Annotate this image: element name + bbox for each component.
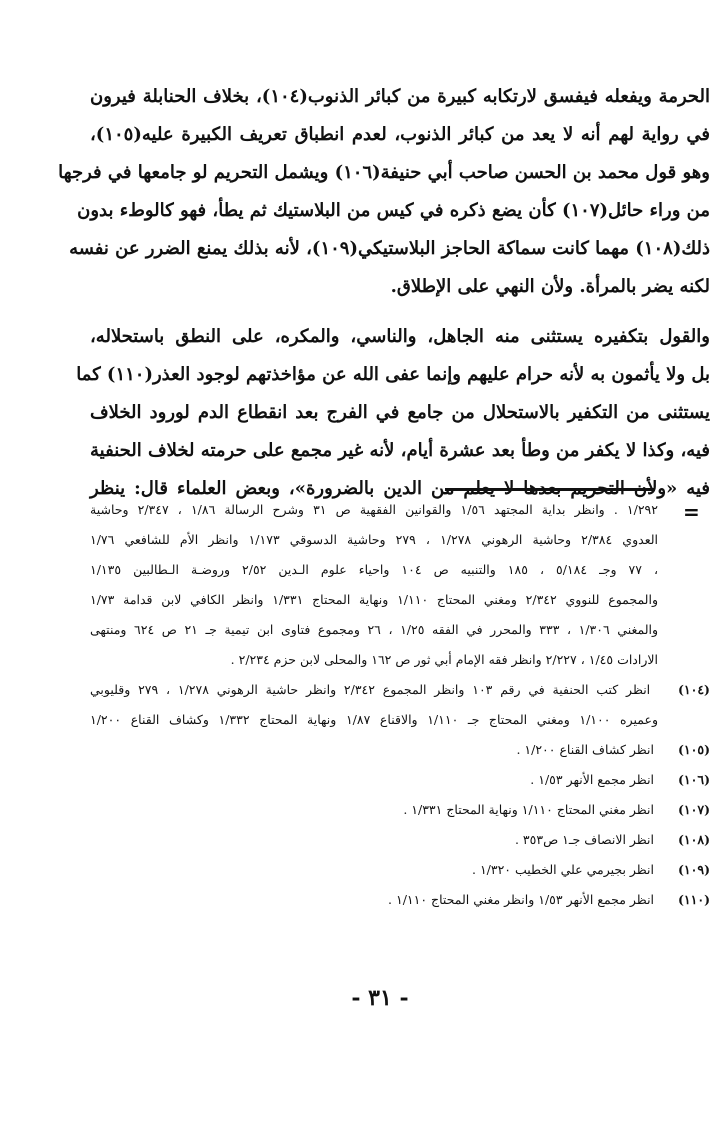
footnote-continuation-line: الارادات ١/٤٥ ، ٢/٢٢٧ وانظر فقه الإمام أبي ثور ص ١٦٢ والمحلى لابن حزم ٢/٢٣٤ . bbox=[230, 652, 658, 667]
text-line: الحرمة ويفعله فيفسق لارتكابه كبيرة من كبائر الذنوب(١٠٤)، بخلاف الحنابلة فيرون bbox=[90, 86, 710, 107]
footnote-number: (١٠٤) bbox=[677, 682, 710, 697]
footnote-text: انظر بجيرمي علي الخطيب ١/٣٢٠ . bbox=[471, 862, 655, 877]
footnote-text: انظر مجمع الأنهر ١/٥٣ وانظر مغني المحتاج ١/١١٠ . bbox=[388, 892, 655, 907]
footnote-number: (١٠٧) bbox=[678, 802, 710, 817]
footnote-separator bbox=[445, 488, 655, 491]
footnote-number: (١١٠) bbox=[678, 892, 710, 907]
text-line: في رواية لهم أنه لا يعد من كبائر الذنوب، لعدم انطباق تعريف الكبيرة عليه(١٠٥)، bbox=[90, 124, 710, 145]
footnote-text: انظر مغني المحتاج ١/١١٠ ونهاية المحتاج ١/٣٣١ . bbox=[403, 802, 655, 817]
footnote-continuation-line: والمغني ١/٣٠٦ ، ٣٣٣ والمحرر في الفقه ١/٢٥ ، ٢٦ ومجموع فتاوى ابن تيمية جـ ٢١ ص ٦٢٤ ومنتهى bbox=[90, 622, 659, 637]
footnote-109 bbox=[90, 855, 710, 885]
paragraph-2 bbox=[76, 318, 710, 508]
text-line: ذلك(١٠٨) مهما كانت سماكة الحاجز البلاستيكي(١٠٩)، لأنه بذلك يمنع الضرر عن نفسه bbox=[69, 238, 710, 259]
text-line: لكنه يضر بالمرأة. ولأن النهي على الإطلاق. bbox=[390, 276, 710, 297]
text-line: فيه «ولأن التحريم بعدها لا يعلم من الدين بالضرورة»، وبعض العلماء قال: ينظر bbox=[90, 478, 710, 499]
paragraph-1 bbox=[58, 78, 710, 306]
footnote-105 bbox=[90, 735, 710, 765]
footnote-number: (١٠٩) bbox=[678, 862, 710, 877]
text-line: وهو قول محمد بن الحسن صاحب أبي حنيفة(١٠٦) ويشمل التحريم لو جامعها في فرجها bbox=[58, 162, 710, 183]
footnote-108 bbox=[90, 825, 710, 855]
footnote-110 bbox=[90, 885, 710, 915]
footnote-number: (١٠٥) bbox=[678, 742, 710, 757]
footnote-text: انظر مجمع الأنهر ١/٥٣ . bbox=[530, 772, 655, 787]
footnote-continuation-line: ١/٢٩٢ . وانظر بداية المجتهد ١/٥٦ والقوانين الفقهية ص ٣١ وشرح الرسالة ١/٨٦ ، ٢/٣٤٧ وحاشية bbox=[90, 502, 658, 517]
footnote-104-continued: وعميره ١/١٠٠ ومغني المحتاج جـ ١/١١٠ والاقناع ١/٨٧ ونهاية المحتاج ١/٣٣٢ وكشاف القناع ١/٢٠٠ bbox=[90, 712, 658, 727]
footnotes bbox=[90, 495, 710, 915]
continuation-mark: = bbox=[683, 500, 700, 524]
footnote-text: انظر كشاف القناع ١/٢٠٠ . bbox=[516, 742, 655, 757]
footnote-continuation-line: العدوي ٢/٣٨٤ وحاشية الرهوني ١/٢٧٨ ، ٢٧٩ وحاشية الدسوقي ١/١٧٣ وانظر الأم للشافعي ١/٧٦ bbox=[90, 532, 658, 547]
footnote-continuation-line: ، ٧٧ وجـ ٥/١٨٤ ، ١٨٥ والتنبيه ص ١٠٤ واحياء علوم الـدين ٢/٥٢ وروضـة الـطالبين ١/١٣٥ bbox=[90, 562, 658, 577]
paragraph-gap bbox=[90, 306, 710, 318]
text-line: من وراء حائل(١٠٧) كأن يضع ذكره في كيس من البلاستيك ثم يطأ، فهو كالوطء بدون bbox=[77, 200, 710, 221]
footnote-number: (١٠٨) bbox=[678, 832, 710, 847]
text-line: والقول بتكفيره يستثنى منه الجاهل، والناسي، والمكره، على النطق باستحلاله، bbox=[90, 326, 710, 347]
footnote-continuation-line: والمجموع للنووي ٢/٣٤٢ ومغني المحتاج ١/١١٠ ونهاية المحتاج ١/٣٣١ وانظر الكافي لابن قدامة ١/٧٣ bbox=[90, 592, 658, 607]
footnote-104 bbox=[90, 675, 710, 705]
text-line: فيه، وكذا لا يكفر من وطأ بعد عشرة أيام، لأنه غير مجمع على حرمته لخلاف الحنفية bbox=[90, 440, 710, 461]
footnote-text: انظر الانصاف جـ١ ص٣٥٣ . bbox=[514, 832, 655, 847]
page-number: - ٣١ - bbox=[351, 985, 409, 1011]
footnote-106 bbox=[90, 765, 710, 795]
footnote-107 bbox=[90, 795, 710, 825]
footnote-number: (١٠٦) bbox=[678, 772, 710, 787]
text-line: بل ولا يأثمون به لأنه حرام عليهم وإنما عفى الله عن مؤاخذتهم لوجود العذر(١١٠) كما bbox=[76, 364, 710, 385]
footnote-text: انظر كتب الحنفية في رقم ١٠٣ وانظر المجموع ٢/٣٤٢ وانظر حاشية الرهوني ١/٢٧٨ ، ٢٧٩ وقليوبي bbox=[90, 682, 651, 697]
text-line: يستثنى من التكفير بالاستحلال من جامع في الفرج بعد انقطاع الدم لورود الخلاف bbox=[90, 402, 710, 423]
main-text bbox=[58, 78, 710, 508]
